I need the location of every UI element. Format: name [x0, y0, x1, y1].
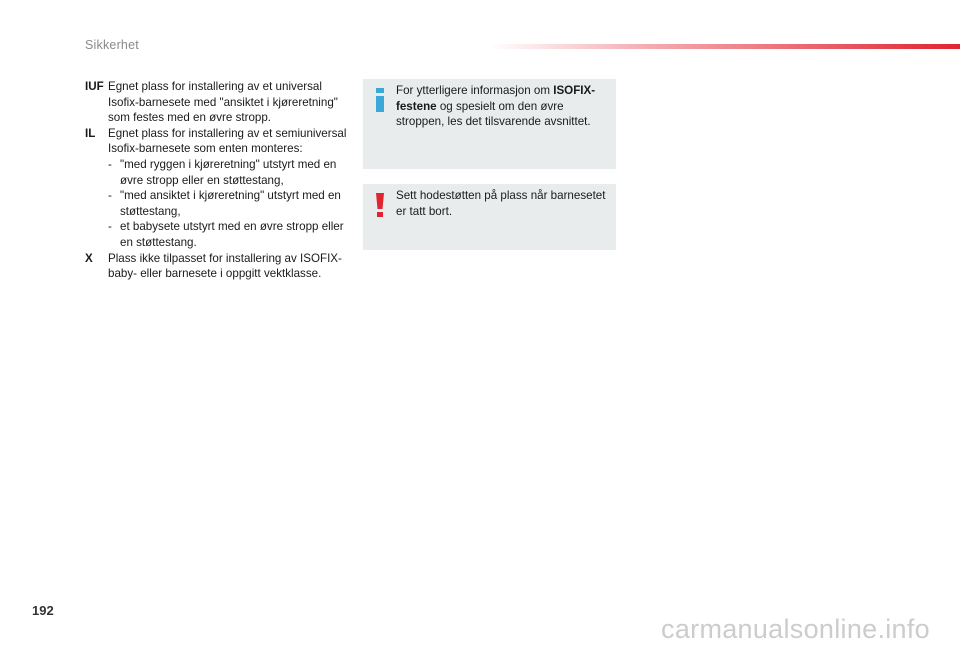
definition-text: Egnet plass for installering av et universal Isofix-barnesete med "ansiktet i kjøreretning" som festes med en øvre stropp.: [108, 80, 338, 125]
list-item: [108, 188, 347, 219]
warning-note: [363, 184, 616, 250]
info-note: [363, 79, 616, 169]
header-accent-line: [490, 44, 960, 49]
list-item-text: et babysete utstyrt med en øvre stropp eller en støttestang.: [120, 220, 344, 249]
dash-bullet: -: [108, 157, 112, 171]
definition-iuf: [85, 79, 347, 126]
definition-code: X: [85, 251, 93, 265]
definition-code: IL: [85, 126, 96, 140]
section-title: Sikkerhet: [85, 38, 139, 52]
definition-text: Plass ikke tilpasset for installering av ISOFIX-baby- eller barnesete i oppgitt vektklasse.: [108, 251, 342, 281]
definition-list: [85, 79, 347, 282]
info-text-bold: ISOFIX-festene: [396, 84, 596, 113]
watermark: carmanualsonline.info: [661, 614, 930, 644]
info-icon: [371, 86, 389, 114]
definition-code: IUF: [85, 80, 104, 93]
page-number: 192: [32, 603, 54, 618]
dash-bullet: -: [108, 220, 112, 234]
warning-note-text: Sett hodestøtten på plass når barnesetet er tatt bort.: [396, 189, 606, 218]
mounting-options-list: [108, 157, 347, 251]
definition-text: Egnet plass for installering av et semiuniversal Isofix-barnesete som enten monteres:: [108, 126, 347, 156]
list-item: [108, 219, 347, 250]
definition-il: [85, 126, 347, 251]
info-note-text: [396, 83, 608, 130]
definition-body: [108, 126, 347, 251]
exclamation-icon: [371, 191, 389, 219]
list-item-text: "med ansiktet i kjøreretning" utstyrt med en støttestang,: [120, 189, 341, 218]
info-text-after: og spesielt om den øvre stroppen, les det tilsvarende avsnittet.: [396, 99, 591, 129]
list-item-text: "med ryggen i kjøreretning" utstyrt med en øvre stropp eller en støttestang,: [120, 157, 337, 187]
info-text-before: For ytterligere informasjon om: [396, 84, 554, 97]
dash-bullet: -: [108, 189, 112, 203]
definition-x: [85, 251, 347, 282]
list-item: [108, 157, 347, 188]
